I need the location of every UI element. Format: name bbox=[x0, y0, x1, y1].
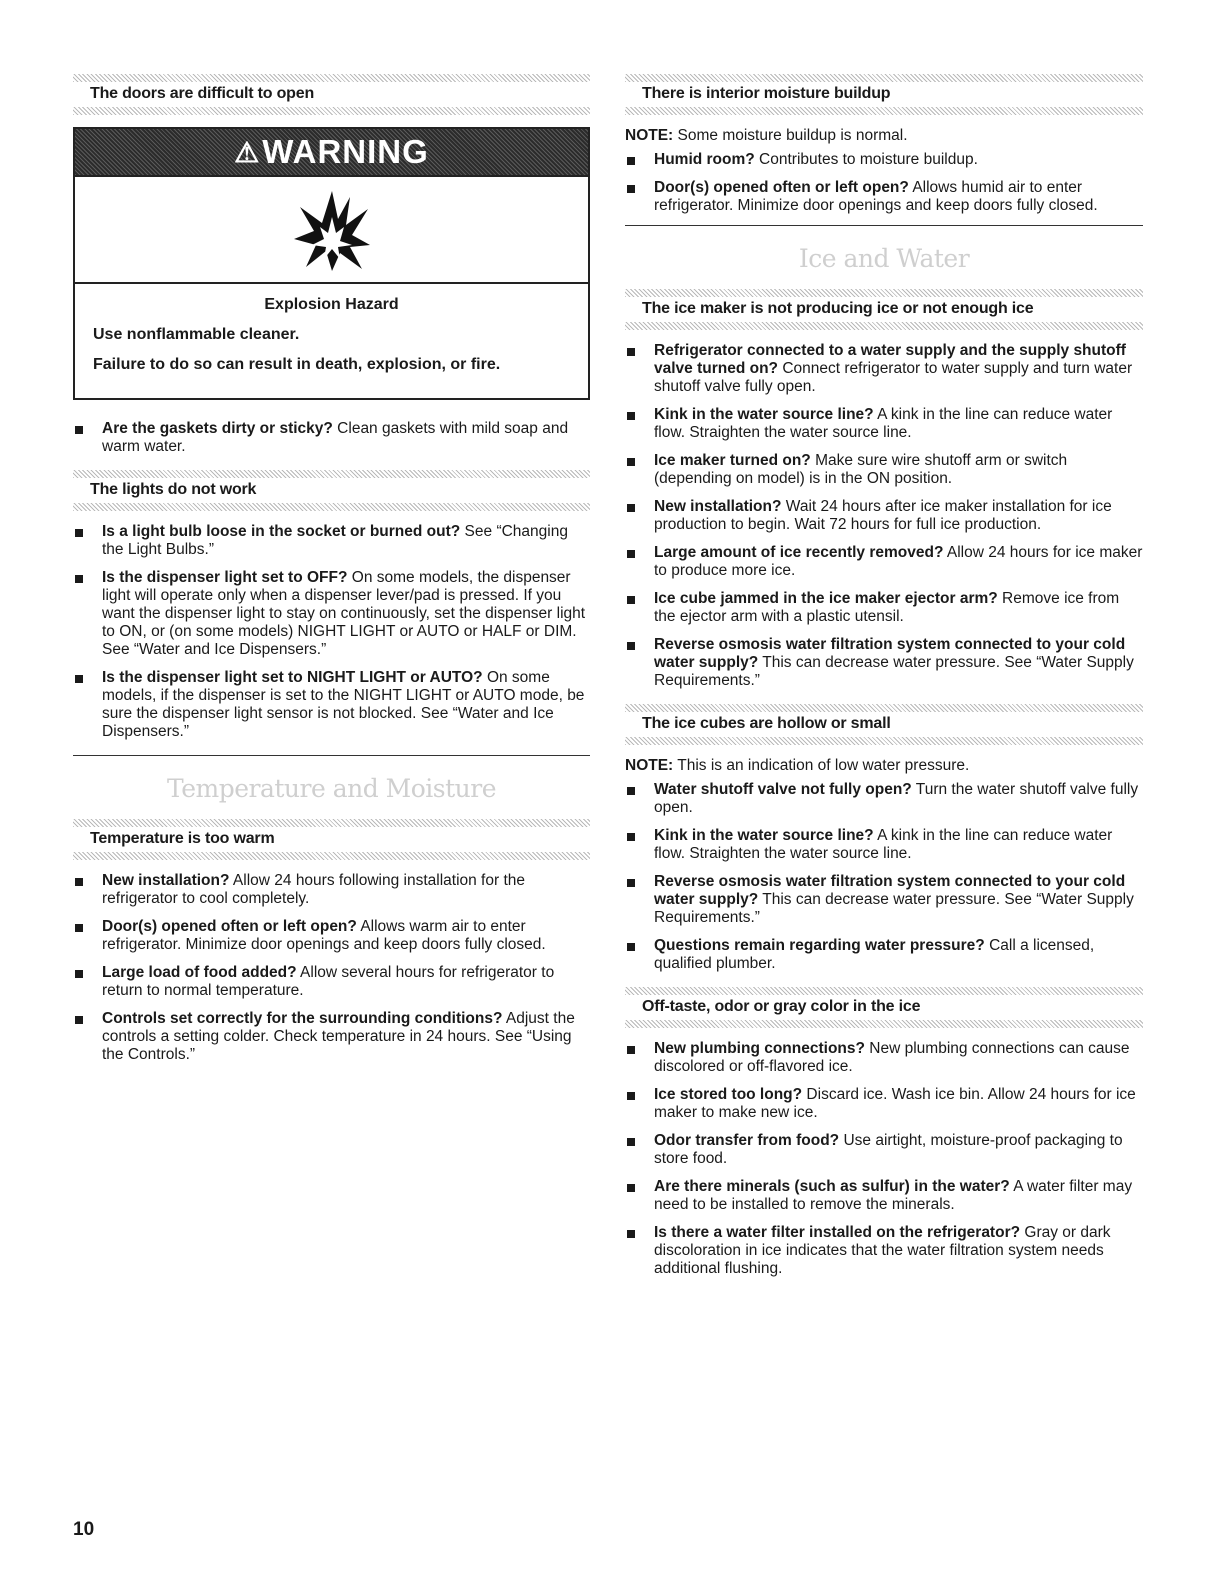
explosion-icon bbox=[292, 187, 372, 273]
subsection-title: Off-taste, odor or gray color in the ice bbox=[642, 998, 921, 1015]
list-item: Reverse osmosis water filtration system connected to your cold water supply? This can decrease water pressure. See “Water Supply Requirements.” bbox=[625, 636, 1143, 690]
hatch-divider bbox=[625, 289, 1143, 297]
subsection-warm-header bbox=[73, 819, 590, 860]
subsection-moisture-header bbox=[625, 74, 1143, 115]
section-title-temperature: Temperature and Moisture bbox=[166, 774, 497, 803]
doors-list bbox=[73, 420, 590, 456]
list-item: Questions remain regarding water pressure? Call a licensed, qualified plumber. bbox=[625, 937, 1143, 973]
warning-label: WARNING bbox=[262, 133, 429, 170]
list-item: Reverse osmosis water filtration system connected to your cold water supply? This can decrease water pressure. See “Water Supply Requirements.” bbox=[625, 873, 1143, 927]
list-item: Ice maker turned on? Make sure wire shutoff arm or switch (depending on model) is in the ON position. bbox=[625, 452, 1143, 488]
subsection-hollow-header bbox=[625, 704, 1143, 745]
subsection-title: The lights do not work bbox=[90, 481, 257, 498]
hatch-divider bbox=[625, 322, 1143, 330]
hatch-divider bbox=[625, 737, 1143, 745]
subsection-title: The ice cubes are hollow or small bbox=[642, 715, 891, 732]
list-item: Humid room? Contributes to moisture buildup. bbox=[625, 151, 1143, 169]
page-number: 10 bbox=[73, 1519, 95, 1540]
warning-banner bbox=[75, 129, 588, 175]
left-column bbox=[73, 74, 590, 1074]
hatch-divider bbox=[73, 107, 590, 115]
moisture-list bbox=[625, 151, 1143, 215]
offtaste-list bbox=[625, 1040, 1143, 1278]
explosion-icon-row bbox=[75, 175, 588, 284]
note: NOTE: Some moisture buildup is normal. bbox=[625, 127, 908, 144]
hollow-list bbox=[625, 781, 1143, 973]
list-item: Odor transfer from food? Use airtight, moisture-proof packaging to store food. bbox=[625, 1132, 1143, 1168]
subsection-offtaste-header bbox=[625, 987, 1143, 1028]
hatch-divider bbox=[73, 74, 590, 82]
subsection-icemaker-header bbox=[625, 289, 1143, 330]
hatch-divider bbox=[625, 1020, 1143, 1028]
list-item: Large amount of ice recently removed? Allow 24 hours for ice maker to produce more ice. bbox=[625, 544, 1143, 580]
icemaker-list bbox=[625, 342, 1143, 690]
right-column bbox=[625, 74, 1143, 1288]
list-item: Are there minerals (such as sulfur) in the water? A water filter may need to be installed to remove the minerals. bbox=[625, 1178, 1143, 1214]
subsection-lights-header bbox=[73, 470, 590, 511]
section-rule bbox=[625, 225, 1143, 226]
section-title-ice-water: Ice and Water bbox=[798, 244, 970, 273]
list-item: New installation? Allow 24 hours following installation for the refrigerator to cool completely. bbox=[73, 872, 590, 908]
subsection-title: Temperature is too warm bbox=[90, 830, 275, 847]
list-item: Large load of food added? Allow several hours for refrigerator to return to normal temperature. bbox=[73, 964, 590, 1000]
section-rule bbox=[73, 755, 590, 756]
list-item: Are the gaskets dirty or sticky? Clean gaskets with mild soap and warm water. bbox=[73, 420, 590, 456]
warning-text bbox=[75, 284, 588, 398]
list-item: Is a light bulb loose in the socket or burned out? See “Changing the Light Bulbs.” bbox=[73, 523, 590, 559]
list-item: Is the dispenser light set to NIGHT LIGHT or AUTO? On some models, if the dispenser is set to the NIGHT LIGHT or AUTO mode, be sure the dispenser light sensor is not blocked. See “Water and Ice Dispensers.” bbox=[73, 669, 590, 741]
subsection-title: The doors are difficult to open bbox=[90, 85, 315, 102]
warning-box bbox=[73, 127, 590, 400]
list-item: Door(s) opened often or left open? Allows warm air to enter refrigerator. Minimize door openings and keep doors fully closed. bbox=[73, 918, 590, 954]
warm-list bbox=[73, 872, 590, 1064]
list-item: Controls set correctly for the surrounding conditions? Adjust the controls a setting colder. Check temperature in 24 hours. See “Using the Controls.” bbox=[73, 1010, 590, 1064]
list-item: Kink in the water source line? A kink in the line can reduce water flow. Straighten the water source line. bbox=[625, 406, 1143, 442]
subsection-doors-header bbox=[73, 74, 590, 115]
warning-line-1: Use nonflammable cleaner. bbox=[93, 326, 300, 343]
list-item: Kink in the water source line? A kink in the line can reduce water flow. Straighten the water source line. bbox=[625, 827, 1143, 863]
list-item: Ice cube jammed in the ice maker ejector arm? Remove ice from the ejector arm with a plastic utensil. bbox=[625, 590, 1143, 626]
list-item: Door(s) opened often or left open? Allows humid air to enter refrigerator. Minimize door openings and keep doors fully closed. bbox=[625, 179, 1143, 215]
note: NOTE: This is an indication of low water pressure. bbox=[625, 757, 970, 774]
list-item: New installation? Wait 24 hours after ice maker installation for ice production to begin. Wait 72 hours for full ice production. bbox=[625, 498, 1143, 534]
list-item: Ice stored too long? Discard ice. Wash ice bin. Allow 24 hours for ice maker to make new ice. bbox=[625, 1086, 1143, 1122]
hatch-divider bbox=[73, 852, 590, 860]
hatch-divider bbox=[625, 704, 1143, 712]
hatch-divider bbox=[625, 107, 1143, 115]
hatch-divider bbox=[73, 470, 590, 478]
list-item: Is there a water filter installed on the refrigerator? Gray or dark discoloration in ice indicates that the water filtration system needs additional flushing. bbox=[625, 1224, 1143, 1278]
subsection-title: There is interior moisture buildup bbox=[642, 85, 891, 102]
hatch-divider bbox=[625, 987, 1143, 995]
hatch-divider bbox=[625, 74, 1143, 82]
list-item: Refrigerator connected to a water supply and the supply shutoff valve turned on? Connect refrigerator to water supply and turn water shutoff valve fully open. bbox=[625, 342, 1143, 396]
list-item: New plumbing connections? New plumbing connections can cause discolored or off-flavored ice. bbox=[625, 1040, 1143, 1076]
hatch-divider bbox=[73, 819, 590, 827]
warning-line-2: Failure to do so can result in death, explosion, or fire. bbox=[93, 356, 501, 373]
subsection-title: The ice maker is not producing ice or not enough ice bbox=[642, 300, 1034, 317]
lights-list bbox=[73, 523, 590, 741]
warning-triangle-icon: ⚠ bbox=[234, 136, 261, 168]
list-item: Water shutoff valve not fully open? Turn the water shutoff valve fully open. bbox=[625, 781, 1143, 817]
hatch-divider bbox=[73, 503, 590, 511]
list-item: Is the dispenser light set to OFF? On some models, the dispenser light will operate only when a dispenser lever/pad is pressed. If you want the dispenser light to stay on continuously, set the dispenser light to ON, or (on some models) NIGHT LIGHT or AUTO or HALF or DIM. See “Water and Ice Dispensers.” bbox=[73, 569, 590, 659]
hazard-title: Explosion Hazard bbox=[264, 296, 399, 313]
